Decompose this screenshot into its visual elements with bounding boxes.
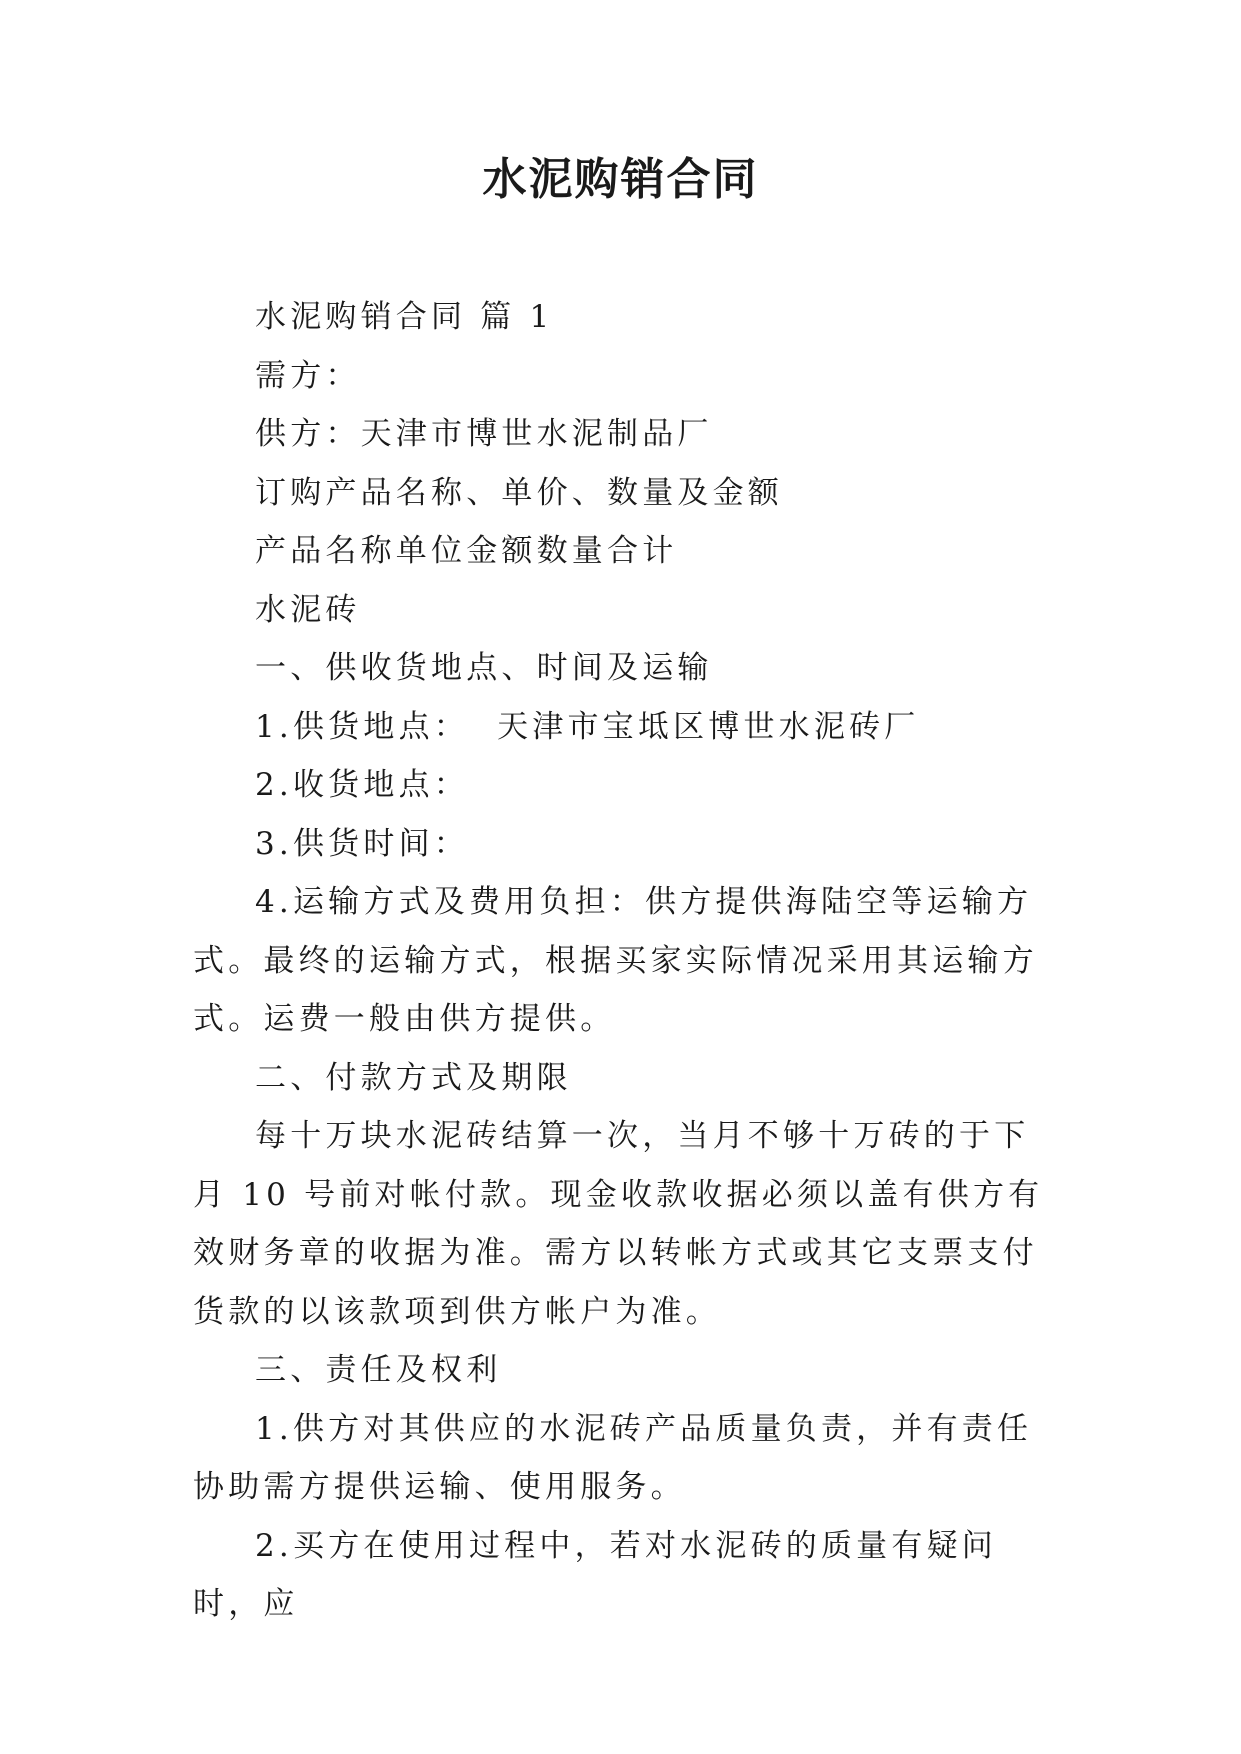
table-header-line: 产品名称单位金额数量合计	[255, 533, 678, 569]
clause-item: 2.买方在使用过程中，若对水泥砖的质量有疑问时，应	[193, 1527, 997, 1622]
clause-item: 3.供货时间：	[255, 825, 469, 862]
clause-item: 1.供货地点： 天津市宝坻区博世水泥砖厂	[255, 708, 920, 745]
section-heading: 水泥购销合同 篇 1	[255, 299, 554, 335]
clause-paragraph: 每十万块水泥砖结算一次，当月不够十万砖的于下月 10 号前对帐付款。现金收款收据必须以盖有供方有效财务章的收据为准。需方以转帐方式或其它支票支付货款的以该款项到供方帐户为准。	[193, 1118, 1044, 1330]
clause-heading-3: 三、责任及权利	[255, 1352, 502, 1388]
document-body	[193, 288, 1053, 1634]
product-line: 水泥砖	[255, 591, 361, 628]
clause-item: 1.供方对其供应的水泥砖产品质量负责，并有责任协助需方提供运输、使用服务。	[193, 1410, 1033, 1505]
clause-heading-1: 一、供收货地点、时间及运输	[255, 650, 713, 686]
order-heading: 订购产品名称、单价、数量及金额	[255, 474, 783, 511]
clause-heading-2: 二、付款方式及期限	[255, 1059, 572, 1096]
clause-item: 4.运输方式及费用负担：供方提供海陆空等运输方式。最终的运输方式，根据买家实际情况采用其运输方式。运费一般由供方提供。	[193, 884, 1038, 1037]
buyer-line: 需方：	[255, 357, 361, 394]
clause-item: 2.收货地点：	[255, 767, 469, 803]
supplier-line: 供方：天津市博世水泥制品厂	[255, 416, 713, 452]
document-title: 水泥购销合同	[482, 154, 759, 205]
